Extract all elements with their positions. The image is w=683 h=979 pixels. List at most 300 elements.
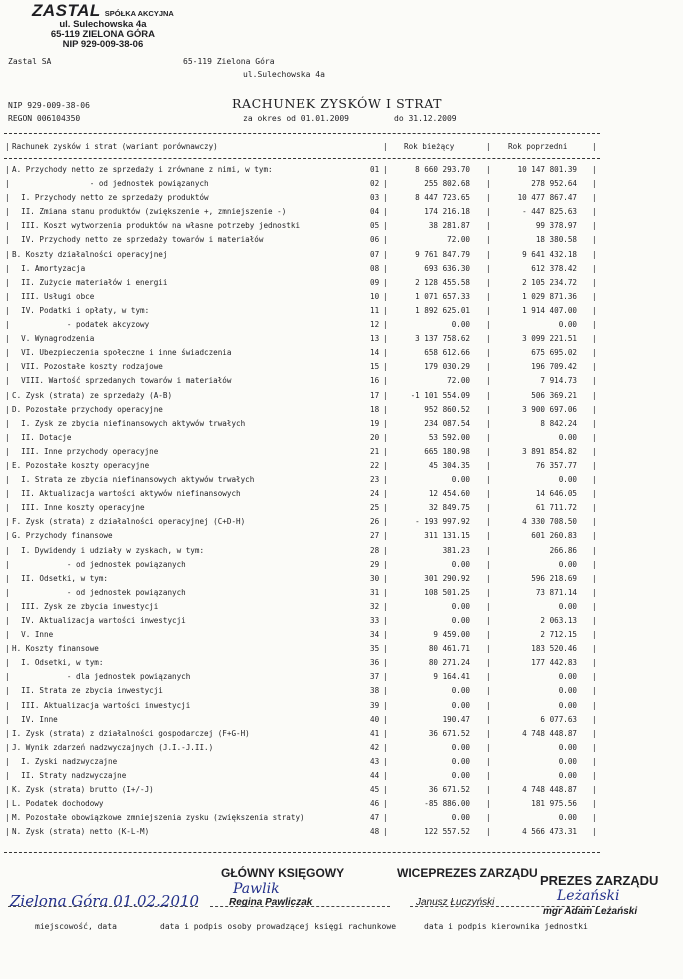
- column-separator: |: [592, 813, 597, 823]
- column-separator: |: [486, 404, 491, 414]
- row-code: 25: [370, 503, 380, 513]
- chief-accountant-signature: Pawlik: [233, 881, 280, 897]
- column-separator: |: [486, 587, 491, 597]
- previous-year-value: 3 900 697.06: [522, 404, 577, 414]
- manager-line: [410, 906, 600, 907]
- column-separator: |: [486, 277, 491, 287]
- divider: [4, 158, 600, 159]
- current-year-value: 72.00: [447, 376, 470, 386]
- column-separator: |: [592, 799, 597, 809]
- current-year-value: 1 071 657.33: [415, 291, 470, 301]
- row-code: 39: [370, 700, 380, 710]
- column-separator: |: [486, 165, 491, 174]
- column-separator: |: [592, 376, 597, 386]
- current-year-value: 9 164.41: [433, 672, 470, 682]
- row-code: 34: [370, 630, 380, 640]
- column-separator: |: [592, 404, 597, 414]
- row-label: II. Aktualizacja wartości aktywów niefinansowych: [12, 489, 241, 499]
- column-separator: |: [486, 348, 491, 358]
- row-code: 10: [370, 291, 380, 301]
- previous-year-value: 0.00: [558, 771, 577, 781]
- column-separator: |: [486, 235, 491, 245]
- table-row: [0, 573, 683, 587]
- table-row: [0, 192, 683, 206]
- column-separator: |: [383, 799, 388, 809]
- column-separator: |: [5, 503, 10, 513]
- column-separator: |: [5, 334, 10, 344]
- previous-year-value: 2 712.15: [540, 630, 577, 640]
- previous-year-value: 99 378.97: [535, 221, 577, 231]
- row-code: 47: [370, 813, 380, 823]
- row-label: - podatek akcyzowy: [12, 320, 150, 330]
- table-row: [0, 291, 683, 305]
- regon-number: REGON 006104350: [8, 114, 81, 123]
- table-row: [0, 474, 683, 488]
- column-separator: |: [5, 320, 10, 330]
- column-separator: |: [592, 573, 597, 583]
- column-separator: |: [592, 785, 597, 795]
- previous-year-value: 278 952.64: [531, 179, 577, 189]
- column-separator: |: [5, 193, 10, 203]
- period-from: za okres od 01.01.2009: [243, 114, 349, 123]
- row-code: 02: [370, 179, 380, 189]
- column-separator: |: [486, 559, 491, 569]
- column-separator: |: [5, 785, 10, 795]
- row-code: 32: [370, 601, 380, 611]
- column-separator: |: [486, 658, 491, 668]
- column-separator: |: [486, 460, 491, 470]
- table-row: [0, 164, 683, 178]
- current-year-value: 658 612.66: [424, 348, 470, 358]
- column-separator: |: [383, 573, 388, 583]
- column-separator: |: [592, 587, 597, 597]
- row-label: - od jednostek powiązanych: [12, 559, 186, 569]
- table-row: [0, 305, 683, 319]
- column-separator: |: [486, 573, 491, 583]
- current-year-value: 693 636.30: [424, 263, 470, 273]
- column-separator: |: [486, 305, 491, 315]
- current-year-value: 0.00: [451, 756, 470, 766]
- column-separator: |: [383, 601, 388, 611]
- column-separator: |: [5, 630, 10, 640]
- column-separator: |: [486, 672, 491, 682]
- column-separator: |: [5, 390, 10, 400]
- column-separator: |: [486, 291, 491, 301]
- column-separator: |: [486, 249, 491, 259]
- row-label: IV. Przychody netto ze sprzedaży towarów i materiałów: [12, 235, 264, 245]
- column-separator: |: [592, 249, 597, 259]
- table-row: [0, 516, 683, 530]
- president-name: mgr Adam Leżański: [543, 906, 638, 917]
- current-year-value: 0.00: [451, 475, 470, 485]
- row-label: L. Podatek dochodowy: [12, 799, 104, 809]
- table-row: [0, 263, 683, 277]
- column-separator: |: [592, 418, 597, 428]
- column-separator: |: [592, 320, 597, 330]
- previous-year-value: 0.00: [558, 601, 577, 611]
- row-label: D. Pozostałe przychody operacyjne: [12, 404, 163, 414]
- caption-accountant: data i podpis osoby prowadzącej księgi rachunkowe: [160, 922, 397, 931]
- previous-year-value: 18 380.58: [535, 235, 577, 245]
- column-header-current: Rok bieżący: [404, 142, 455, 151]
- column-separator: |: [486, 517, 491, 527]
- row-code: 14: [370, 348, 380, 358]
- column-separator: |: [383, 756, 388, 766]
- column-separator: |: [592, 193, 597, 203]
- row-label: III. Aktualizacja wartości inwestycji: [12, 700, 191, 710]
- table-row: [0, 629, 683, 643]
- table-row: [0, 502, 683, 516]
- current-year-value: 665 180.98: [424, 446, 470, 456]
- chief-accountant-name: Regina Pawliczak: [229, 897, 313, 908]
- row-label: I. Zyski nadzwyczajne: [12, 756, 118, 766]
- row-code: 23: [370, 475, 380, 485]
- row-code: 31: [370, 587, 380, 597]
- column-separator: |: [5, 235, 10, 245]
- column-separator: |: [5, 771, 10, 781]
- column-separator: |: [592, 714, 597, 724]
- table-row: [0, 728, 683, 742]
- column-separator: |: [486, 644, 491, 654]
- column-separator: |: [383, 559, 388, 569]
- table-row: [0, 826, 683, 840]
- row-label: IV. Aktualizacja wartości inwestycji: [12, 616, 186, 625]
- row-label: I. Amortyzacja: [12, 263, 86, 273]
- previous-year-value: 612 378.42: [531, 263, 577, 273]
- previous-year-value: 596 218.69: [531, 573, 577, 583]
- column-separator: |: [5, 813, 10, 823]
- current-year-value: 301 290.92: [424, 573, 470, 583]
- column-separator: |: [486, 700, 491, 710]
- row-code: 41: [370, 728, 380, 738]
- row-code: 42: [370, 742, 380, 752]
- column-separator: |: [5, 658, 10, 668]
- previous-year-value: 3 099 221.51: [522, 334, 577, 344]
- previous-year-value: 0.00: [558, 686, 577, 696]
- column-separator: |: [486, 785, 491, 795]
- column-separator: |: [5, 531, 10, 541]
- table-row: [0, 488, 683, 502]
- column-separator: |: [486, 320, 491, 330]
- table-row: [0, 404, 683, 418]
- row-label: III. Zysk ze zbycia inwestycji: [12, 601, 159, 611]
- column-separator: |: [486, 742, 491, 752]
- table-row: [0, 671, 683, 685]
- row-label: I. Dywidendy i udziały w zyskach, w tym:: [12, 545, 205, 555]
- column-separator: |: [383, 249, 388, 259]
- column-separator: |: [486, 616, 491, 625]
- column-separator: |: [486, 503, 491, 513]
- current-year-value: 381.23: [442, 545, 470, 555]
- row-code: 11: [370, 305, 380, 315]
- row-label: I. Przychody netto ze sprzedaży produktów: [12, 193, 209, 203]
- current-year-value: 1 892 625.01: [415, 305, 470, 315]
- row-code: 28: [370, 545, 380, 555]
- column-separator: |: [592, 165, 597, 174]
- table-row: [0, 206, 683, 220]
- current-year-value: -1 101 554.09: [410, 390, 470, 400]
- row-label: C. Zysk (strata) ze sprzedaży (A-B): [12, 390, 173, 400]
- current-year-value: 0.00: [451, 686, 470, 696]
- table-row: [0, 784, 683, 798]
- previous-year-value: 10 477 867.47: [517, 193, 577, 203]
- row-label: I. Odsetki, w tym:: [12, 658, 104, 668]
- previous-year-value: 7 914.73: [540, 376, 577, 386]
- previous-year-value: 0.00: [558, 700, 577, 710]
- table-row: [0, 559, 683, 573]
- column-separator: |: [592, 263, 597, 273]
- row-code: 16: [370, 376, 380, 386]
- current-year-value: 12 454.60: [428, 489, 470, 499]
- previous-year-value: 0.00: [558, 742, 577, 752]
- previous-year-value: 61 711.72: [535, 503, 577, 513]
- previous-year-value: 10 147 801.39: [517, 165, 577, 174]
- row-label: G. Przychody finansowe: [12, 531, 113, 541]
- column-separator: |: [486, 686, 491, 696]
- previous-year-value: 177 442.83: [531, 658, 577, 668]
- current-year-value: 179 030.29: [424, 362, 470, 372]
- column-separator: |: [486, 432, 491, 442]
- row-label: III. Inne koszty operacyjne: [12, 503, 145, 513]
- column-separator: |: [592, 531, 597, 541]
- row-label: F. Zysk (strata) z działalności operacyjnej (C+D-H): [12, 517, 246, 527]
- column-separator: |: [592, 559, 597, 569]
- previous-year-value: 2 063.13: [540, 616, 577, 625]
- column-separator: |: [383, 390, 388, 400]
- current-year-value: 108 501.25: [424, 587, 470, 597]
- column-separator: |: [592, 616, 597, 625]
- column-separator: |: [592, 728, 597, 738]
- column-separator: |: [383, 446, 388, 456]
- column-separator: |: [383, 771, 388, 781]
- column-separator: |: [486, 799, 491, 809]
- current-year-value: 45 304.35: [428, 460, 470, 470]
- company-short-name: Zastal SA: [8, 57, 52, 66]
- divider: [4, 852, 600, 853]
- row-code: 07: [370, 249, 380, 259]
- previous-year-value: 266.86: [549, 545, 577, 555]
- previous-year-value: 1 914 407.00: [522, 305, 577, 315]
- previous-year-value: 9 641 432.18: [522, 249, 577, 259]
- column-separator: |: [592, 277, 597, 287]
- column-separator: |: [592, 348, 597, 358]
- column-separator: |: [5, 460, 10, 470]
- row-label: IV. Podatki i opłaty, w tym:: [12, 305, 150, 315]
- column-separator: |: [592, 601, 597, 611]
- column-separator: |: [5, 799, 10, 809]
- column-separator: |: [592, 489, 597, 499]
- row-code: 44: [370, 771, 380, 781]
- stamp-city: 65-119 ZIELONA GÓRA: [50, 28, 156, 40]
- previous-year-value: 0.00: [558, 432, 577, 442]
- column-separator: |: [486, 531, 491, 541]
- table-row: [0, 657, 683, 671]
- previous-year-value: 4 748 448.87: [522, 785, 577, 795]
- column-separator: |: [5, 616, 10, 625]
- row-label: II. Straty nadzwyczajne: [12, 771, 127, 781]
- table-row: [0, 418, 683, 432]
- current-year-value: 0.00: [451, 771, 470, 781]
- column-separator: |: [5, 221, 10, 231]
- column-separator: |: [592, 756, 597, 766]
- row-code: 30: [370, 573, 380, 583]
- table-row: [0, 277, 683, 291]
- caption-place-date: miejscowość, data: [35, 922, 117, 931]
- row-label: V. Inne: [12, 630, 54, 640]
- row-label: II. Odsetki, w tym:: [12, 573, 109, 583]
- table-row: [0, 587, 683, 601]
- column-separator: |: [486, 221, 491, 231]
- row-label: - od jednostek powiązanych: [12, 587, 186, 597]
- chief-accountant-title: GŁÓWNY KSIĘGOWY: [221, 866, 345, 880]
- row-code: 03: [370, 193, 380, 203]
- column-separator: |: [383, 616, 388, 625]
- previous-year-value: 0.00: [558, 672, 577, 682]
- current-year-value: 0.00: [451, 320, 470, 330]
- column-separator: |: [592, 672, 597, 682]
- row-code: 37: [370, 672, 380, 682]
- column-separator: |: [486, 756, 491, 766]
- column-separator: |: [383, 432, 388, 442]
- current-year-value: 9 459.00: [433, 630, 470, 640]
- column-separator: |: [592, 545, 597, 555]
- column-separator: |: [5, 601, 10, 611]
- current-year-value: 80 461.71: [428, 644, 470, 654]
- row-code: 20: [370, 432, 380, 442]
- row-code: 05: [370, 221, 380, 231]
- previous-year-value: 3 891 854.82: [522, 446, 577, 456]
- table-row: [0, 333, 683, 347]
- previous-year-value: 196 709.42: [531, 362, 577, 372]
- previous-year-value: 0.00: [558, 813, 577, 823]
- previous-year-value: 0.00: [558, 756, 577, 766]
- column-separator: |: [486, 771, 491, 781]
- row-label: III. Inne przychody operacyjne: [12, 446, 159, 456]
- column-separator: |: [5, 249, 10, 259]
- row-label: II. Dotacje: [12, 432, 72, 442]
- column-separator: |: [592, 305, 597, 315]
- previous-year-value: 181 975.56: [531, 799, 577, 809]
- row-code: 21: [370, 446, 380, 456]
- row-label: III. Koszt wytworzenia produktów na własne potrzeby jednostki: [12, 221, 301, 231]
- current-year-value: 0.00: [451, 601, 470, 611]
- column-separator: |: [486, 714, 491, 724]
- current-year-value: 38 281.87: [428, 221, 470, 231]
- column-header-previous: Rok poprzedni: [508, 142, 568, 151]
- row-code: 43: [370, 756, 380, 766]
- column-separator: |: [5, 686, 10, 696]
- previous-year-value: 0.00: [558, 559, 577, 569]
- column-separator: |: [592, 771, 597, 781]
- column-separator: |: [383, 686, 388, 696]
- column-separator: |: [5, 742, 10, 752]
- current-year-value: 36 671.52: [428, 728, 470, 738]
- column-separator: |: [5, 700, 10, 710]
- current-year-value: 0.00: [451, 813, 470, 823]
- current-year-value: 72.00: [447, 235, 470, 245]
- stamp-street: ul. Sulechowska 4a: [59, 18, 147, 30]
- column-separator: |: [383, 587, 388, 597]
- column-separator: |: [486, 446, 491, 456]
- current-year-value: 80 271.24: [428, 658, 470, 668]
- column-separator: |: [383, 376, 388, 386]
- previous-year-value: - 447 825.63: [522, 207, 577, 217]
- column-separator: |: [383, 305, 388, 315]
- table-row: [0, 347, 683, 361]
- column-separator: |: [5, 827, 10, 837]
- nip-number: NIP 929-009-38-06: [8, 101, 90, 110]
- column-separator: |: [486, 601, 491, 611]
- previous-year-value: 601 260.83: [531, 531, 577, 541]
- column-separator: |: [486, 728, 491, 738]
- current-year-value: 190.47: [442, 714, 470, 724]
- column-separator: |: [486, 418, 491, 428]
- column-separator: |: [383, 334, 388, 344]
- column-separator: |: [486, 813, 491, 823]
- column-separator: |: [5, 277, 10, 287]
- row-code: 01: [370, 165, 380, 174]
- column-separator: |: [592, 475, 597, 485]
- current-year-value: 8 660 293.70: [415, 165, 470, 174]
- president-title: PREZES ZARZĄDU: [540, 873, 659, 888]
- table-row: [0, 798, 683, 812]
- previous-year-value: 14 646.05: [535, 489, 577, 499]
- current-year-value: 234 087.54: [424, 418, 470, 428]
- column-separator: |: [383, 630, 388, 640]
- column-separator: |: [486, 630, 491, 640]
- row-label: K. Zysk (strata) brutto (I+/-J): [12, 785, 154, 795]
- row-code: 26: [370, 517, 380, 527]
- row-code: 06: [370, 235, 380, 245]
- column-separator: |: [592, 686, 597, 696]
- current-year-value: 32 849.75: [428, 503, 470, 513]
- row-code: 13: [370, 334, 380, 344]
- column-separator: |: [383, 320, 388, 330]
- row-code: 46: [370, 799, 380, 809]
- column-separator: |: [592, 362, 597, 372]
- column-separator: |: [5, 179, 10, 189]
- column-separator: |: [592, 179, 597, 189]
- column-separator: |: [5, 263, 10, 273]
- current-year-value: 952 860.52: [424, 404, 470, 414]
- row-label: N. Zysk (strata) netto (K-L-M): [12, 827, 150, 837]
- column-separator: |: [592, 221, 597, 231]
- table-row: [0, 375, 683, 389]
- column-separator: |: [592, 630, 597, 640]
- column-separator: |: [592, 235, 597, 245]
- previous-year-value: 4 330 708.50: [522, 517, 577, 527]
- column-separator: |: [383, 545, 388, 555]
- column-separator: |: [5, 545, 10, 555]
- row-label: IV. Inne: [12, 714, 58, 724]
- column-separator: |: [383, 531, 388, 541]
- current-year-value: 255 802.68: [424, 179, 470, 189]
- row-code: 09: [370, 277, 380, 287]
- current-year-value: 311 131.15: [424, 531, 470, 541]
- previous-year-value: 675 695.02: [531, 348, 577, 358]
- vice-president-name: Janusz Łuczyński: [416, 897, 495, 908]
- previous-year-value: 8 842.24: [540, 418, 577, 428]
- column-separator: |: [5, 165, 10, 174]
- table-row: [0, 545, 683, 559]
- previous-year-value: 4 748 448.87: [522, 728, 577, 738]
- previous-year-value: 4 566 473.31: [522, 827, 577, 837]
- current-year-value: 53 592.00: [428, 432, 470, 442]
- previous-year-value: 1 029 871.36: [522, 291, 577, 301]
- column-separator: |: [5, 418, 10, 428]
- column-separator: |: [5, 672, 10, 682]
- column-separator: |: [592, 446, 597, 456]
